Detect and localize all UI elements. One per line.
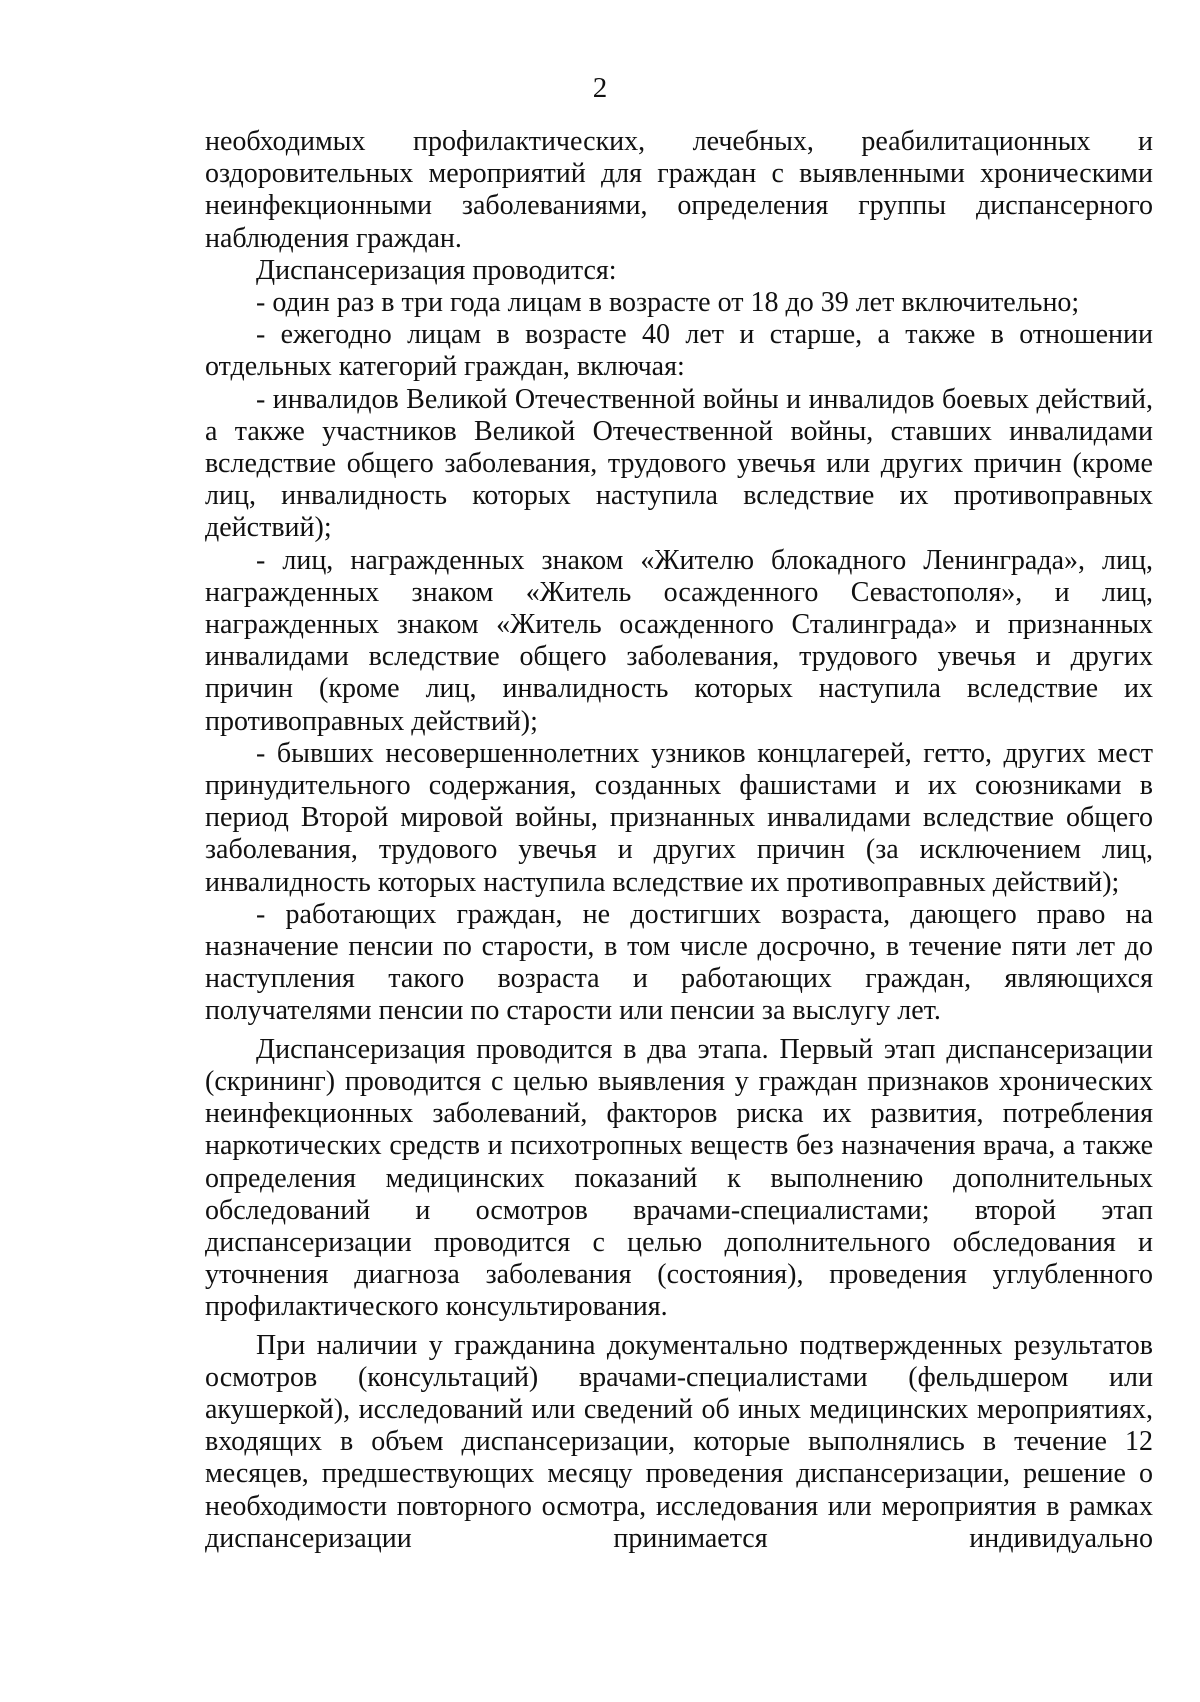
paragraph-two-stages: Диспансеризация проводится в два этапа. Первый этап диспансеризации (скрининг) проводится с целью выявления у граждан признаков хронических неинфекционных заболеваний, факторов риска их развития, потребления наркотических средств и психотропных веществ без назначения врача, а также определения медицинских показаний к выполнению дополнительных обследований и осмотров врачами-специалистами; второй этап диспансеризации проводится с целью дополнительного обследования и уточнения диагноза заболевания (состояния), проведения углубленного профилактического консультирования. bbox=[205, 1033, 1153, 1323]
list-item-siege-residents: - лиц, награжденных знаком «Жителю блокадного Ленинграда», лиц, награжденных знаком «Житель осажденного Севастополя», и лиц, награжденных знаком «Житель осажденного Сталинграда» и признанных инвалидами вследствие общего заболевания, трудового увечья и других причин (кроме лиц, инвалидность которых наступила вследствие их противоправных действий); bbox=[205, 544, 1153, 737]
list-item-war-invalids: - инвалидов Великой Отечественной войны и инвалидов боевых действий, а также участников Великой Отечественной войны, ставших инвалидами вследствие общего заболевания, трудового увечья или других причин (кроме лиц, инвалидность которых наступила вследствие их противоправных действий); bbox=[205, 383, 1153, 544]
paragraph-continuation: необходимых профилактических, лечебных, реабилитационных и оздоровительных мероприятий для граждан с выявленными хроническими неинфекционными заболеваниями, определения группы диспансерного наблюдения граждан. bbox=[205, 126, 1153, 254]
list-item-working-citizens: - работающих граждан, не достигших возраста, дающего право на назначение пенсии по старости, в том числе досрочно, в течение пяти лет до наступления такого возраста и работающих граждан, являющихся получателями пенсии по старости или пенсии за выслугу лет. bbox=[205, 898, 1153, 1027]
paragraph-prior-results: При наличии у гражданина документально подтвержденных результатов осмотров (консультаций) врачами-специалистами (фельдшером или акушеркой), исследований или сведений об иных медицинских мероприятиях, входящих в объем диспансеризации, которые выполнялись в течение 12 месяцев, предшествующих месяцу проведения диспансеризации, решение о необходимости повторного осмотра, исследования или мероприятия в рамках диспансеризации принимается индивидуально bbox=[205, 1329, 1153, 1554]
list-item-once-every-three-years: - один раз в три года лицам в возрасте от 18 до 39 лет включительно; bbox=[256, 287, 1080, 319]
list-item-former-prisoners: - бывших несовершеннолетних узников концлагерей, гетто, других мест принудительного содержания, созданных фашистами и их союзниками в период Второй мировой войны, признанных инвалидами вследствие общего заболевания, трудового увечья и других причин (за исключением лиц, инвалидность которых наступила вследствие их противоправных действий); bbox=[205, 737, 1153, 898]
list-item-annually: - ежегодно лицам в возрасте 40 лет и старше, а также в отношении отдельных категорий граждан, включая: bbox=[205, 319, 1153, 383]
document-body bbox=[205, 126, 1153, 1555]
page-number: 2 bbox=[592, 72, 608, 104]
paragraph-intro-schedule: Диспансеризация проводится: bbox=[256, 254, 617, 286]
